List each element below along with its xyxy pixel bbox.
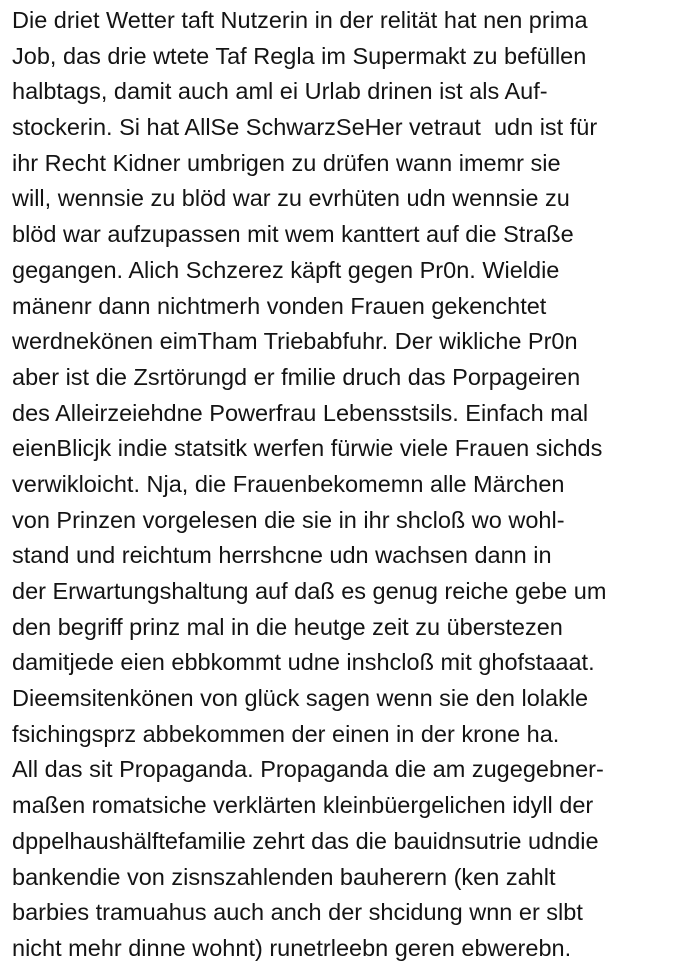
text-line: Die driet Wetter taft Nutzerin in der relität hat nen prima xyxy=(12,7,588,33)
text-line: mänenr dann nichtmerh vonden Frauen gekenchtet xyxy=(12,292,547,319)
text-line: der Erwartungshaltung auf daß es genug reiche gebe um xyxy=(12,578,607,604)
text-line: halbtags, damit auch aml ei Urlab drinen ist als Auf- xyxy=(12,78,548,105)
text-line: stand und reichtum herrshcne udn wachsen dann in xyxy=(12,542,552,569)
text-line: barbies tramuahus auch anch der shcidung wnn er slbt xyxy=(12,899,583,926)
text-line: aber ist die Zsrtörungd er fmilie druch das Porpageiren xyxy=(12,363,581,390)
text-line: nicht mehr dinne wohnt) runetrleebn geren ebwerebn. xyxy=(12,934,572,961)
document-text xyxy=(12,3,684,967)
text-line: damitjede eien ebbkommt udne inshcloß mit ghofstaaat. xyxy=(12,649,595,676)
text-line: will, wennsie zu blöd war zu evrhüten udn wennsie zu xyxy=(12,185,570,212)
text-line: eienBlicjk indie statsitk werfen fürwie viele Frauen sichds xyxy=(12,435,603,462)
text-line: gegangen. Alich Schzerez käpft gegen Pr0n. Wieldie xyxy=(12,256,560,283)
text-line: fsichingsprz abbekommen der einen in der krone ha. xyxy=(12,720,560,747)
text-line: stockerin. Si hat AllSe SchwarzSeHer vetraut udn ist für xyxy=(12,114,598,141)
text-line: verwikloicht. Nja, die Frauenbekomemn alle Märchen xyxy=(12,470,565,497)
text-line: maßen romatsiche verklärten kleinbüergelichen idyll der xyxy=(12,792,594,819)
text-line: des Alleirzeiehdne Powerfrau Lebensstsils. Einfach mal xyxy=(12,399,589,426)
text-line: All das sit Propaganda. Propaganda die am zugegebner- xyxy=(12,756,604,783)
text-line: ihr Recht Kidner umbrigen zu drüfen wann imemr sie xyxy=(12,149,561,176)
text-line: von Prinzen vorgelesen die sie in ihr shcloß wo wohl- xyxy=(12,506,565,533)
text-line: Job, das drie wtete Taf Regla im Supermakt zu befüllen xyxy=(12,42,587,69)
text-line: den begriff prinz mal in die heutge zeit zu überstezen xyxy=(12,613,563,640)
text-line: Dieemsitenkönen von glück sagen wenn sie den lolakle xyxy=(12,685,589,712)
text-line: bankendie von zisnszahlenden bauherern (ken zahlt xyxy=(12,863,556,890)
text-line: blöd war aufzupassen mit wem kanttert auf die Straße xyxy=(12,221,574,248)
text-line: werdnekönen eimTham Triebabfuhr. Der wikliche Pr0n xyxy=(12,328,578,355)
text-line: dppelhaushälftefamilie zehrt das die bauidnsutrie udndie xyxy=(12,827,599,854)
